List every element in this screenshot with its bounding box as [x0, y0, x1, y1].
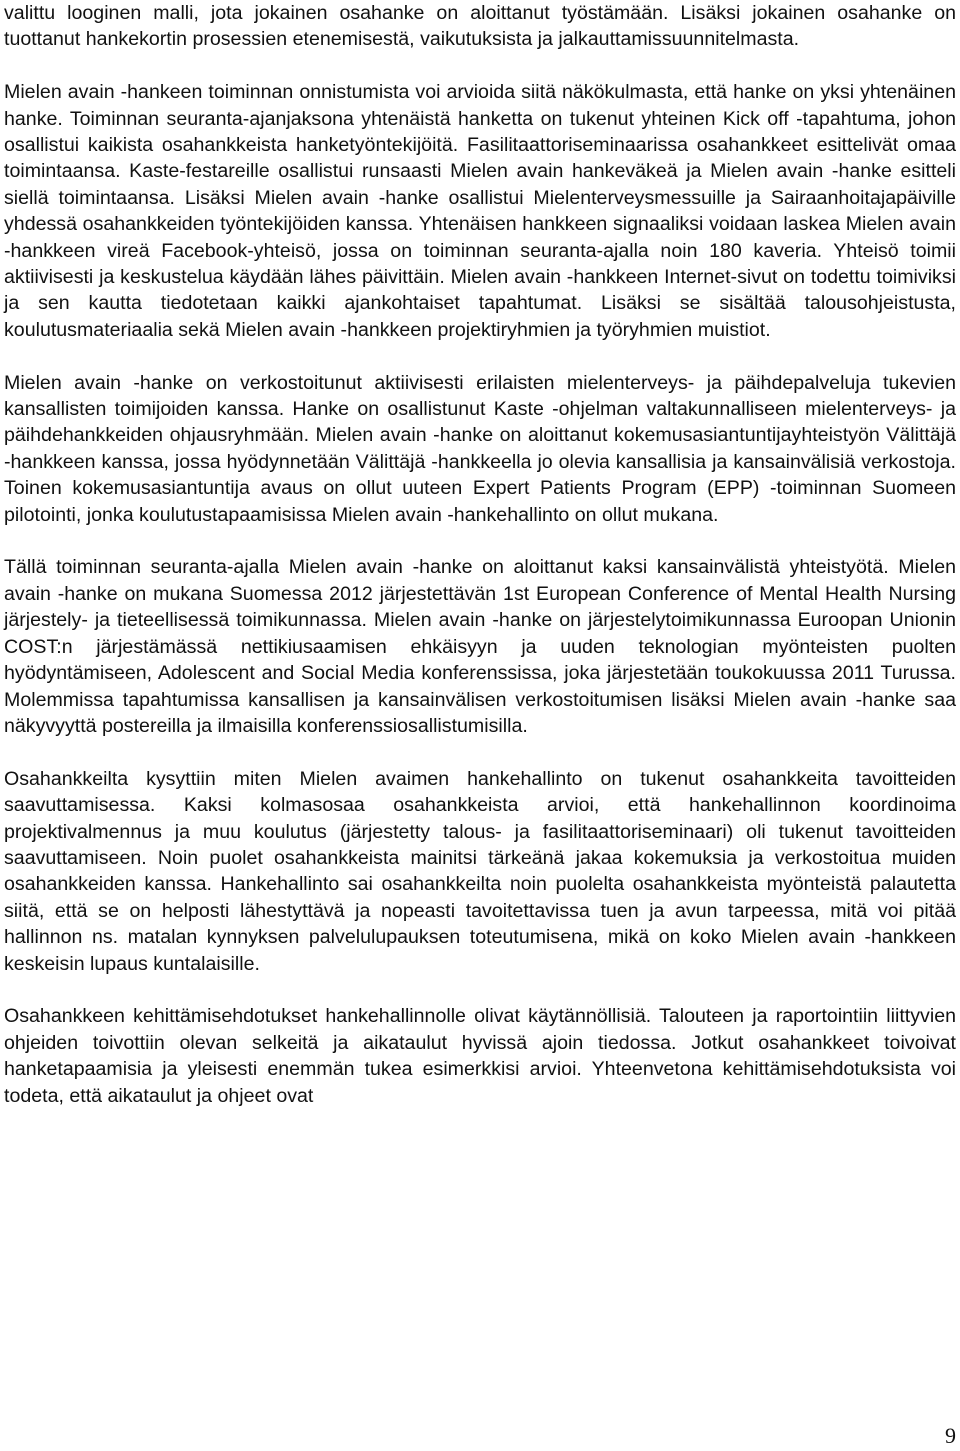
paragraph-unified-project: Mielen avain -hankeen toiminnan onnistumista voi arvioida siitä näkökulmasta, että hanke on yksi yhtenäinen hanke. Toiminnan seuranta-ajanjaksona yhtenäistä hanketta on tukenut yhteinen Kick off -tapahtuma, johon osallistui kaikista osahankkeista hanketyöntekijöitä. Fasilitaattoriseminaarissa osahankkeet esittelivät omaa toimintaansa. Kaste-festareille osallistui runsaasti Mielen avain hankeväkeä ja Mielen avain -hanke esitteli siellä toimintaansa. Lisäksi Mielen avain -hanke osallistui Mielenterveysmessuille ja Sairaanhoitajapäiville yhdessä osahankkeiden työntekijöiden kanssa. Yhtenäisen hankkeen signaaliksi voidaan laskea Mielen avain -hankkeen vireä Facebook-yhteisö, jossa on toiminnan seuranta-ajalla noin 180 kaveria. Yhteisö toimii aktiivisesti ja keskustelua käydään lähes päivittäin. Mielen avain -hankkeen Internet-sivut on todettu toimiviksi ja sen kautta tiedotetaan kaikki ajankohtaiset tapahtumat. Lisäksi se sisältää talousohjeistusta, koulutusmateriaalia sekä Mielen avain -hankkeen projektiryhmien ja työryhmien muistiot.	[4, 81, 956, 341]
paragraph-intro-continuation: valittu looginen malli, jota jokainen osahanke on aloittanut työstämään. Lisäksi jokainen osahanke on tuottanut hankekortin prosessien etenemisestä, vaikutuksista ja jalkauttamissuunnitelmasta.	[4, 2, 956, 51]
paragraph-subproject-feedback: Osahankkeilta kysyttiin miten Mielen avaimen hankehallinto on tukenut osahankkeita tavoitteiden saavuttamisessa. Kaksi kolmasosaa osahankkeista arvioi, että hankehallinnon koordinoima projektivalmennus ja muu koulutus (järjestetty talous- ja fasilitaattoriseminaari) oli tukenut tavoitteiden saavuttamiseen. Noin puolet osahankkeista mainitsi tärkeänä jakaa kokemuksia ja verkostoitua muiden osahankkeiden kanssa. Hankehallinto sai osahankkeilta noin puolelta osahankkeista myönteistä palautetta siitä, että se on helposti lähestyttävä ja nopeasti tavoitettavissa tuen ja avun tarpeessa, mitä voi pitää hallinnon ns. matalan kynnyksen palvelulupauksen toteutumisena, mikä on koko Mielen avain -hankkeen keskeisin lupaus kuntalaisille.	[4, 767, 956, 975]
paragraph-development-suggestions: Osahankkeen kehittämisehdotukset hankehallinnolle olivat käytännöllisiä. Talouteen ja raportointiin liittyvien ohjeiden toivottiin olevan selkeitä ja aikataulut hyvissä ajoin tiedossa. Jotkut osahankkeet toivoivat hanketapaamisia ja yleisesti enemmän tukea esimerkkisi arvioi. Yhteenvetona kehittämisehdotuksista voi todeta, että aikataulut ja ohjeet ovat	[4, 1005, 956, 1107]
document-page	[4, 0, 956, 1135]
paragraph-international: Tällä toiminnan seuranta-ajalla Mielen avain -hanke on aloittanut kaksi kansainvälistä yhteistyötä. Mielen avain -hanke on mukana Suomessa 2012 järjestettävän 1st European Conference of Mental Health Nursing järjestely- ja tieteellisessä toimikunnassa. Mielen avain -hanke on järjestelytoimikunnassa Euroopan Unionin COST:n järjestämässä nettikiusaamisen ehkäisyyn ja uuden teknologian myönteisten puolten hyödyntämiseen, Adolescent and Social Media konferenssissa, joka järjestetään toukokuussa 2011 Turussa. Molemmissa tapahtumissa kansallisen ja kansainvälisen verkostoitumisen lisäksi Mielen avain -hanke saa näkyvyyttä postereilla ja ilmaisilla konferenssiosallistumisilla.	[4, 556, 956, 737]
page-number: 9	[945, 1423, 956, 1448]
paragraph-networking: Mielen avain -hanke on verkostoitunut aktiivisesti erilaisten mielenterveys- ja päihdepalveluja tukevien kansallisten toimijoiden kanssa. Hanke on osallistunut Kaste -ohjelman valtakunnalliseen mielenterveys- ja päihdehankkeiden ohjausryhmään. Mielen avain -hanke on aloittanut kokemusasiantuntijayhteistyön Välittäjä -hankkeen kanssa, jossa hyödynnetään Välittäjä -hankkeella jo olevia kansallisia ja kansainvälisiä verkostoja. Toinen kokemusasiantuntija avaus on ollut uuteen Expert Patients Program (EPP) -toiminnan Suomeen pilotointi, jonka koulutustapaamisissa Mielen avain -hankehallinto on ollut mukana.	[4, 371, 956, 526]
